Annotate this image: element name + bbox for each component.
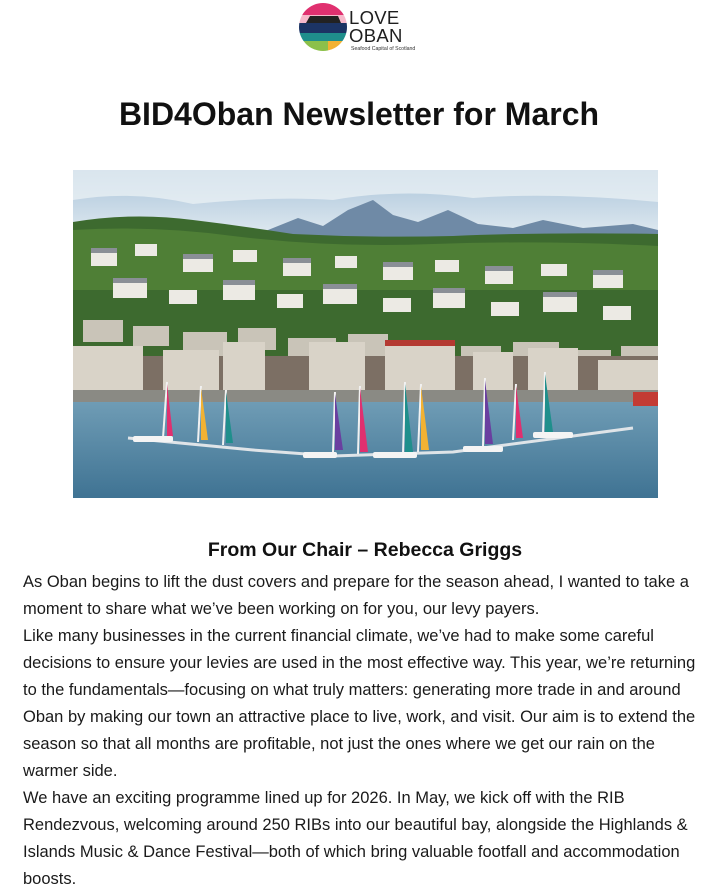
chair-message-body	[23, 569, 713, 893]
oban-harbour-photo	[73, 170, 658, 498]
paragraph-programme: We have an exciting programme lined up for 2026. In May, we kick off with the RIB Rendezvous, welcoming around 250 RIBs into our beautiful bay, alongside the Highlands & Islands Music & Dance Festival—both of which bring valuable footfall and accommodation boosts.	[23, 789, 688, 888]
logo-tagline: Seafood Capital of Scotland	[351, 46, 416, 52]
newsletter-title: BID4Oban Newsletter for March	[118, 96, 600, 132]
love-oban-logo-icon	[298, 2, 348, 52]
logo-word-love: LOVE	[349, 7, 400, 28]
logo-word-oban: OBAN	[349, 25, 403, 46]
love-oban-logo[interactable]	[298, 2, 438, 58]
chair-message-heading: From Our Chair – Rebecca Griggs	[207, 539, 523, 561]
paragraph-levies: Like many businesses in the current financial climate, we’ve had to make some careful decisions to ensure your levies are used in the most effective way. This year, we’re returning to the fundamentals—focusing on what truly matters: generating more trade in and around Oban by making our town an attractive place to live, work, and visit. Our aim is to extend the season so that all months are profitable, not just the ones where we get our rain on the warmer side.	[23, 627, 696, 780]
paragraph-intro: As Oban begins to lift the dust covers and prepare for the season ahead, I wanted to take a moment to share what we’ve been working on for you, our levy payers.	[23, 573, 689, 618]
